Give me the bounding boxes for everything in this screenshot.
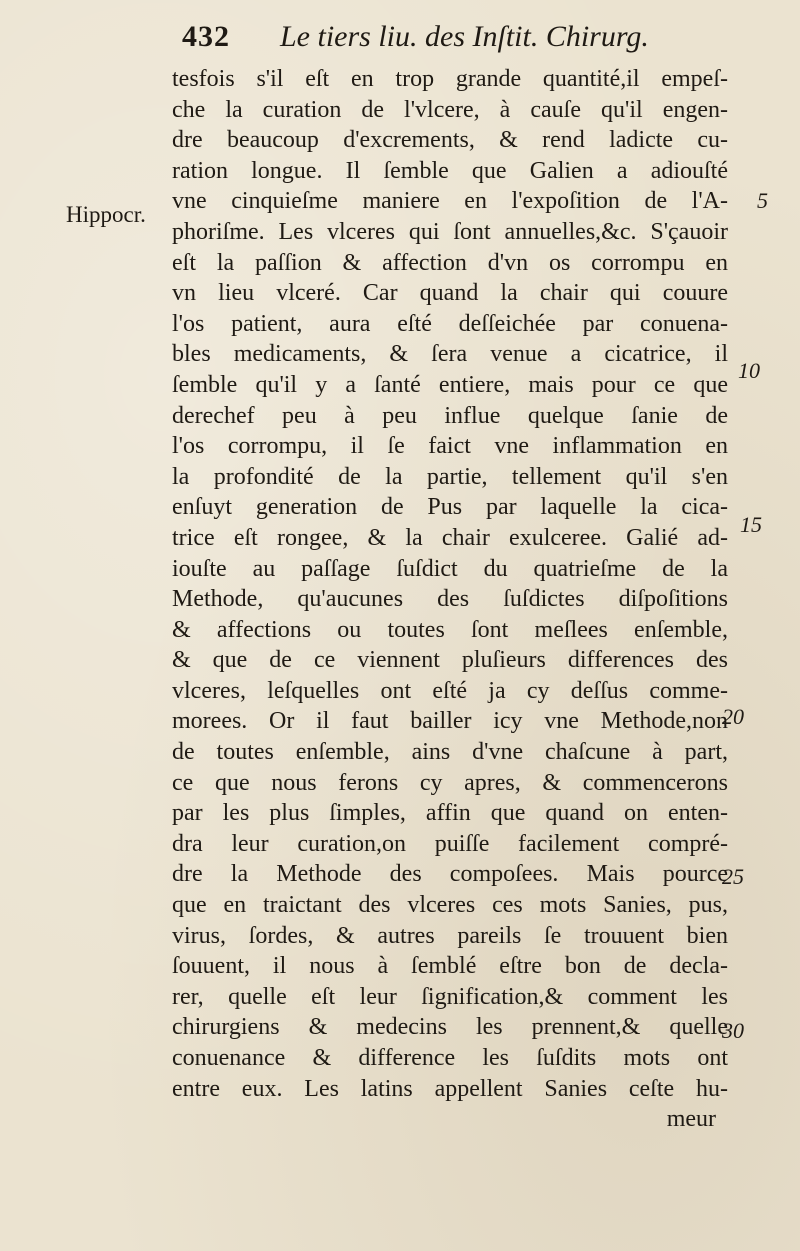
- page-header: [170, 14, 730, 62]
- text-line: vlceres, leſquelles ont eſté ja cy deſſus comme-: [172, 677, 728, 704]
- body-text: [172, 64, 728, 1135]
- text-line: la profondité de la partie, tellement qu'il s'en: [172, 463, 728, 490]
- text-line: ſouuent, il nous à ſemblé eſtre bon de decla-: [172, 953, 728, 980]
- text-line: & affections ou toutes ſont meſlees enſemble,: [172, 616, 728, 643]
- text-line: bles medicaments, & ſera venue a cicatrice, il: [172, 341, 728, 368]
- text-line: trice eſt rongee, & la chair exulceree. Galié ad-: [172, 524, 728, 551]
- text-line: dre beaucoup d'excrements, & rend ladicte cu-: [172, 127, 728, 154]
- text-line: & que de ce viennent pluſieurs differences des: [172, 647, 728, 674]
- text-line: vn lieu vlceré. Car quand la chair qui couure: [172, 280, 728, 307]
- text-line: par les plus ſimples, affin que quand on enten-: [172, 800, 728, 827]
- text-line: rer, quelle eſt leur ſignification,& comment les: [172, 983, 728, 1010]
- line-number: 20: [722, 704, 744, 729]
- text-line: phoriſme. Les vlceres qui ſont annuelles,&c. S'çauoir: [172, 218, 728, 245]
- line-number: 25: [722, 864, 744, 889]
- text-line: tesfois s'il eſt en trop grande quantité,il empeſ-: [172, 66, 728, 92]
- text-line: de toutes enſemble, ains d'vne chaſcune à part,: [172, 739, 728, 766]
- running-title: Le tiers liu. des Inſtit. Chirurg.: [280, 20, 649, 53]
- line-number: 30: [722, 1018, 744, 1043]
- text-line: conuenance & difference les ſuſdits mots ont: [172, 1045, 728, 1071]
- text-line: che la curation de l'vlcere, à cauſe qu'il engen-: [172, 96, 728, 123]
- text-line: Methode, qu'aucunes des ſuſdictes diſpoſitions: [172, 586, 728, 613]
- text-line: l'os patient, aura eſté deſſeichée par conuena-: [172, 310, 728, 337]
- text-line: derechef peu à peu influe quelque ſanie de: [172, 402, 728, 429]
- text-line: iouſte au paſſage ſuſdict du quatrieſme de la: [172, 555, 728, 582]
- line-number: 15: [740, 512, 762, 537]
- line-number: 5: [757, 188, 768, 213]
- text-line: eſt la paſſion & affection d'vn os corrompu en: [172, 249, 728, 276]
- text-line: l'os corrompu, il ſe faict vne inflammation en: [172, 433, 728, 460]
- margin-note: Hippocr.: [66, 202, 146, 227]
- text-line: dra leur curation,on puiſſe facilement compré-: [172, 830, 728, 857]
- text-line: dre la Methode des compoſees. Mais pource: [172, 861, 728, 888]
- page-number: 432: [182, 20, 230, 53]
- text-line: morees. Or il faut bailler icy vne Methode,non: [172, 708, 728, 735]
- text-line: que en traictant des vlceres ces mots Sanies, pus,: [172, 892, 728, 919]
- text-line: ſemble qu'il y a ſanté entiere, mais pour ce que: [172, 371, 728, 398]
- line-number: 10: [738, 358, 760, 383]
- text-line: ration longue. Il ſemble que Galien a adiouſté: [172, 157, 728, 184]
- text-line: virus, ſordes, & autres pareils ſe trouuent bien: [172, 922, 728, 949]
- text-line: enſuyt generation de Pus par laquelle la cica-: [172, 494, 728, 521]
- text-line: vne cinquieſme maniere en l'expoſition de l'A-: [172, 188, 728, 215]
- text-line: entre eux. Les latins appellent Sanies ceſte hu-: [172, 1075, 728, 1102]
- text-line: meur: [666, 1106, 716, 1133]
- text-line: ce que nous ferons cy apres, & commencerons: [172, 769, 728, 796]
- text-line: chirurgiens & medecins les prennent,& quelle: [172, 1014, 728, 1041]
